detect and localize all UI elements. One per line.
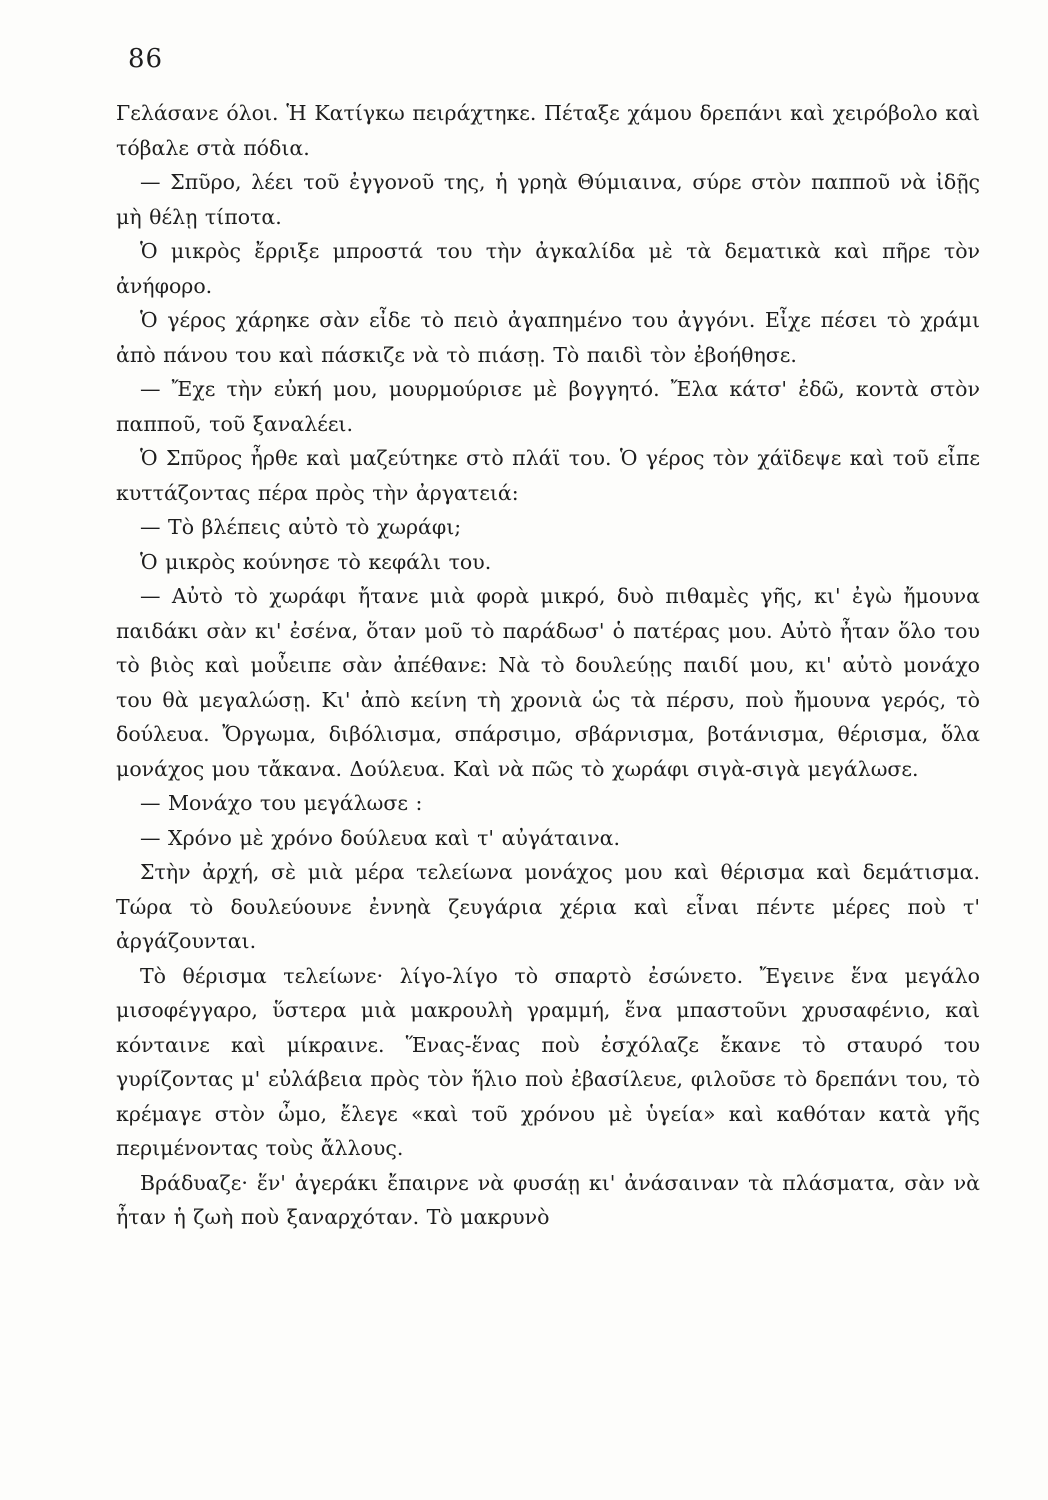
paragraph: — Χρόνο μὲ χρόνο δούλευα καὶ τ' αὐγάταινα. bbox=[140, 825, 621, 850]
paragraph: — Σπῦρο, λέει τοῦ ἐγγονοῦ της, ἡ γρηὰ Θύμιαινα, σύρε στὸν παπποῦ νὰ ἰδῇς μὴ θέλῃ τίποτα. bbox=[116, 170, 980, 229]
paragraph: — Ἔχε τὴν εὐκή μου, μουρμούρισε μὲ βογγητό. Ἔλα κάτσ' ἐδῶ, κοντὰ στὸν παπποῦ, τοῦ ξαναλέει. bbox=[116, 377, 980, 436]
paragraph: Ὁ μικρὸς κούνησε τὸ κεφάλι του. bbox=[140, 549, 492, 574]
paragraph: — Αὐτὸ τὸ χωράφι ἤτανε μιὰ φορὰ μικρό, δυὸ πιθαμὲς γῆς, κι' ἐγὼ ἤμουνα παιδάκι σὰν κι' ἐσένα, ὅταν μοῦ τὸ παράδωσ' ὁ πατέρας μου. Αὐτὸ ἦταν ὅλο του τὸ βιὸς καὶ μοὖειπε σὰν ἀπέθανε: Νὰ τὸ δουλεύῃς παιδί μου, κι' αὐτὸ μονάχο του θὰ μεγαλώσῃ. Κι' ἀπὸ κείνη τὴ χρονιὰ ὡς τὰ πέρσυ, ποὺ ἤμουνα γερός, τὸ δούλευα. Ὄργωμα, διβόλισμα, σπάρσιμο, σβάρνισμα, βοτάνισμα, θέρισμα, ὅλα μονάχος μου τἄκανα. Δούλευα. Καὶ νὰ πῶς τὸ χωράφι σιγὰ-σιγὰ μεγάλωσε. bbox=[116, 584, 980, 781]
paragraph: Στὴν ἀρχή, σὲ μιὰ μέρα τελείωνα μονάχος μου καὶ θέρισμα καὶ δεμάτισμα. Τώρα τὸ δουλεύουνε ἐννηὰ ζευγάρια χέρια καὶ εἶναι πέντε μέρες ποὺ τ' ἀργάζουνται. bbox=[116, 860, 980, 953]
paragraph: Ὁ Σπῦρος ἦρθε καὶ μαζεύτηκε στὸ πλάϊ του. Ὁ γέρος τὸν χάϊδεψε καὶ τοῦ εἶπε κυττάζοντας πέρα πρὸς τὴν ἀργατειά: bbox=[116, 446, 980, 505]
body-text bbox=[116, 96, 980, 1235]
paragraph: Βράδυαζε· ἕν' ἀγεράκι ἔπαιρνε νὰ φυσάῃ κι' ἀνάσαιναν τὰ πλάσματα, σὰν νὰ ἦταν ἡ ζωὴ ποὺ ξαναρχόταν. Τὸ μακρυνὸ bbox=[116, 1170, 980, 1229]
paragraph: — Μονάχο του μεγάλωσε : bbox=[140, 791, 423, 815]
paragraph: — Τὸ βλέπεις αὐτὸ τὸ χωράφι; bbox=[140, 515, 462, 539]
page-number: 86 bbox=[128, 44, 164, 74]
paragraph: Ὁ γέρος χάρηκε σὰν εἶδε τὸ πειὸ ἀγαπημένο του ἀγγόνι. Εἶχε πέσει τὸ χράμι ἀπὸ πάνου του καὶ πάσκιζε νὰ τὸ πιάσῃ. Τὸ παιδὶ τὸν ἐβοήθησε. bbox=[116, 308, 980, 367]
paragraph: Τὸ θέρισμα τελείωνε· λίγο-λίγο τὸ σπαρτὸ ἐσώνετο. Ἔγεινε ἕνα μεγάλο μισοφέγγαρο, ὕστερα μιὰ μακρουλὴ γραμμή, ἕνα μπαστοῦνι χρυσαφένιο, καὶ κόνταινε καὶ μίκραινε. Ἕνας-ἕνας ποὺ ἐσχόλαζε ἔκανε τὸ σταυρό του γυρίζοντας μ' εὐλάβεια πρὸς τὸν ἥλιο ποὺ ἐβασίλευε, φιλοῦσε τὸ δρεπάνι του, τὸ κρέμαγε στὸν ὦμο, ἔλεγε «καὶ τοῦ χρόνου μὲ ὑγεία» καὶ καθόταν κατὰ γῆς περιμένοντας τοὺς ἄλλους. bbox=[116, 963, 980, 1160]
paragraph: Γελάσανε όλοι. Ἡ Κατίγκω πειράχτηκε. Πέταξε χάμου δρεπάνι καὶ χειρόβολο καὶ τόβαλε στὰ πόδια. bbox=[116, 101, 980, 160]
paragraph: Ὁ μικρὸς ἔρριξε μπροστά του τὴν ἀγκαλίδα μὲ τὰ δεματικὰ καὶ πῆρε τὸν ἀνήφορο. bbox=[116, 239, 980, 298]
